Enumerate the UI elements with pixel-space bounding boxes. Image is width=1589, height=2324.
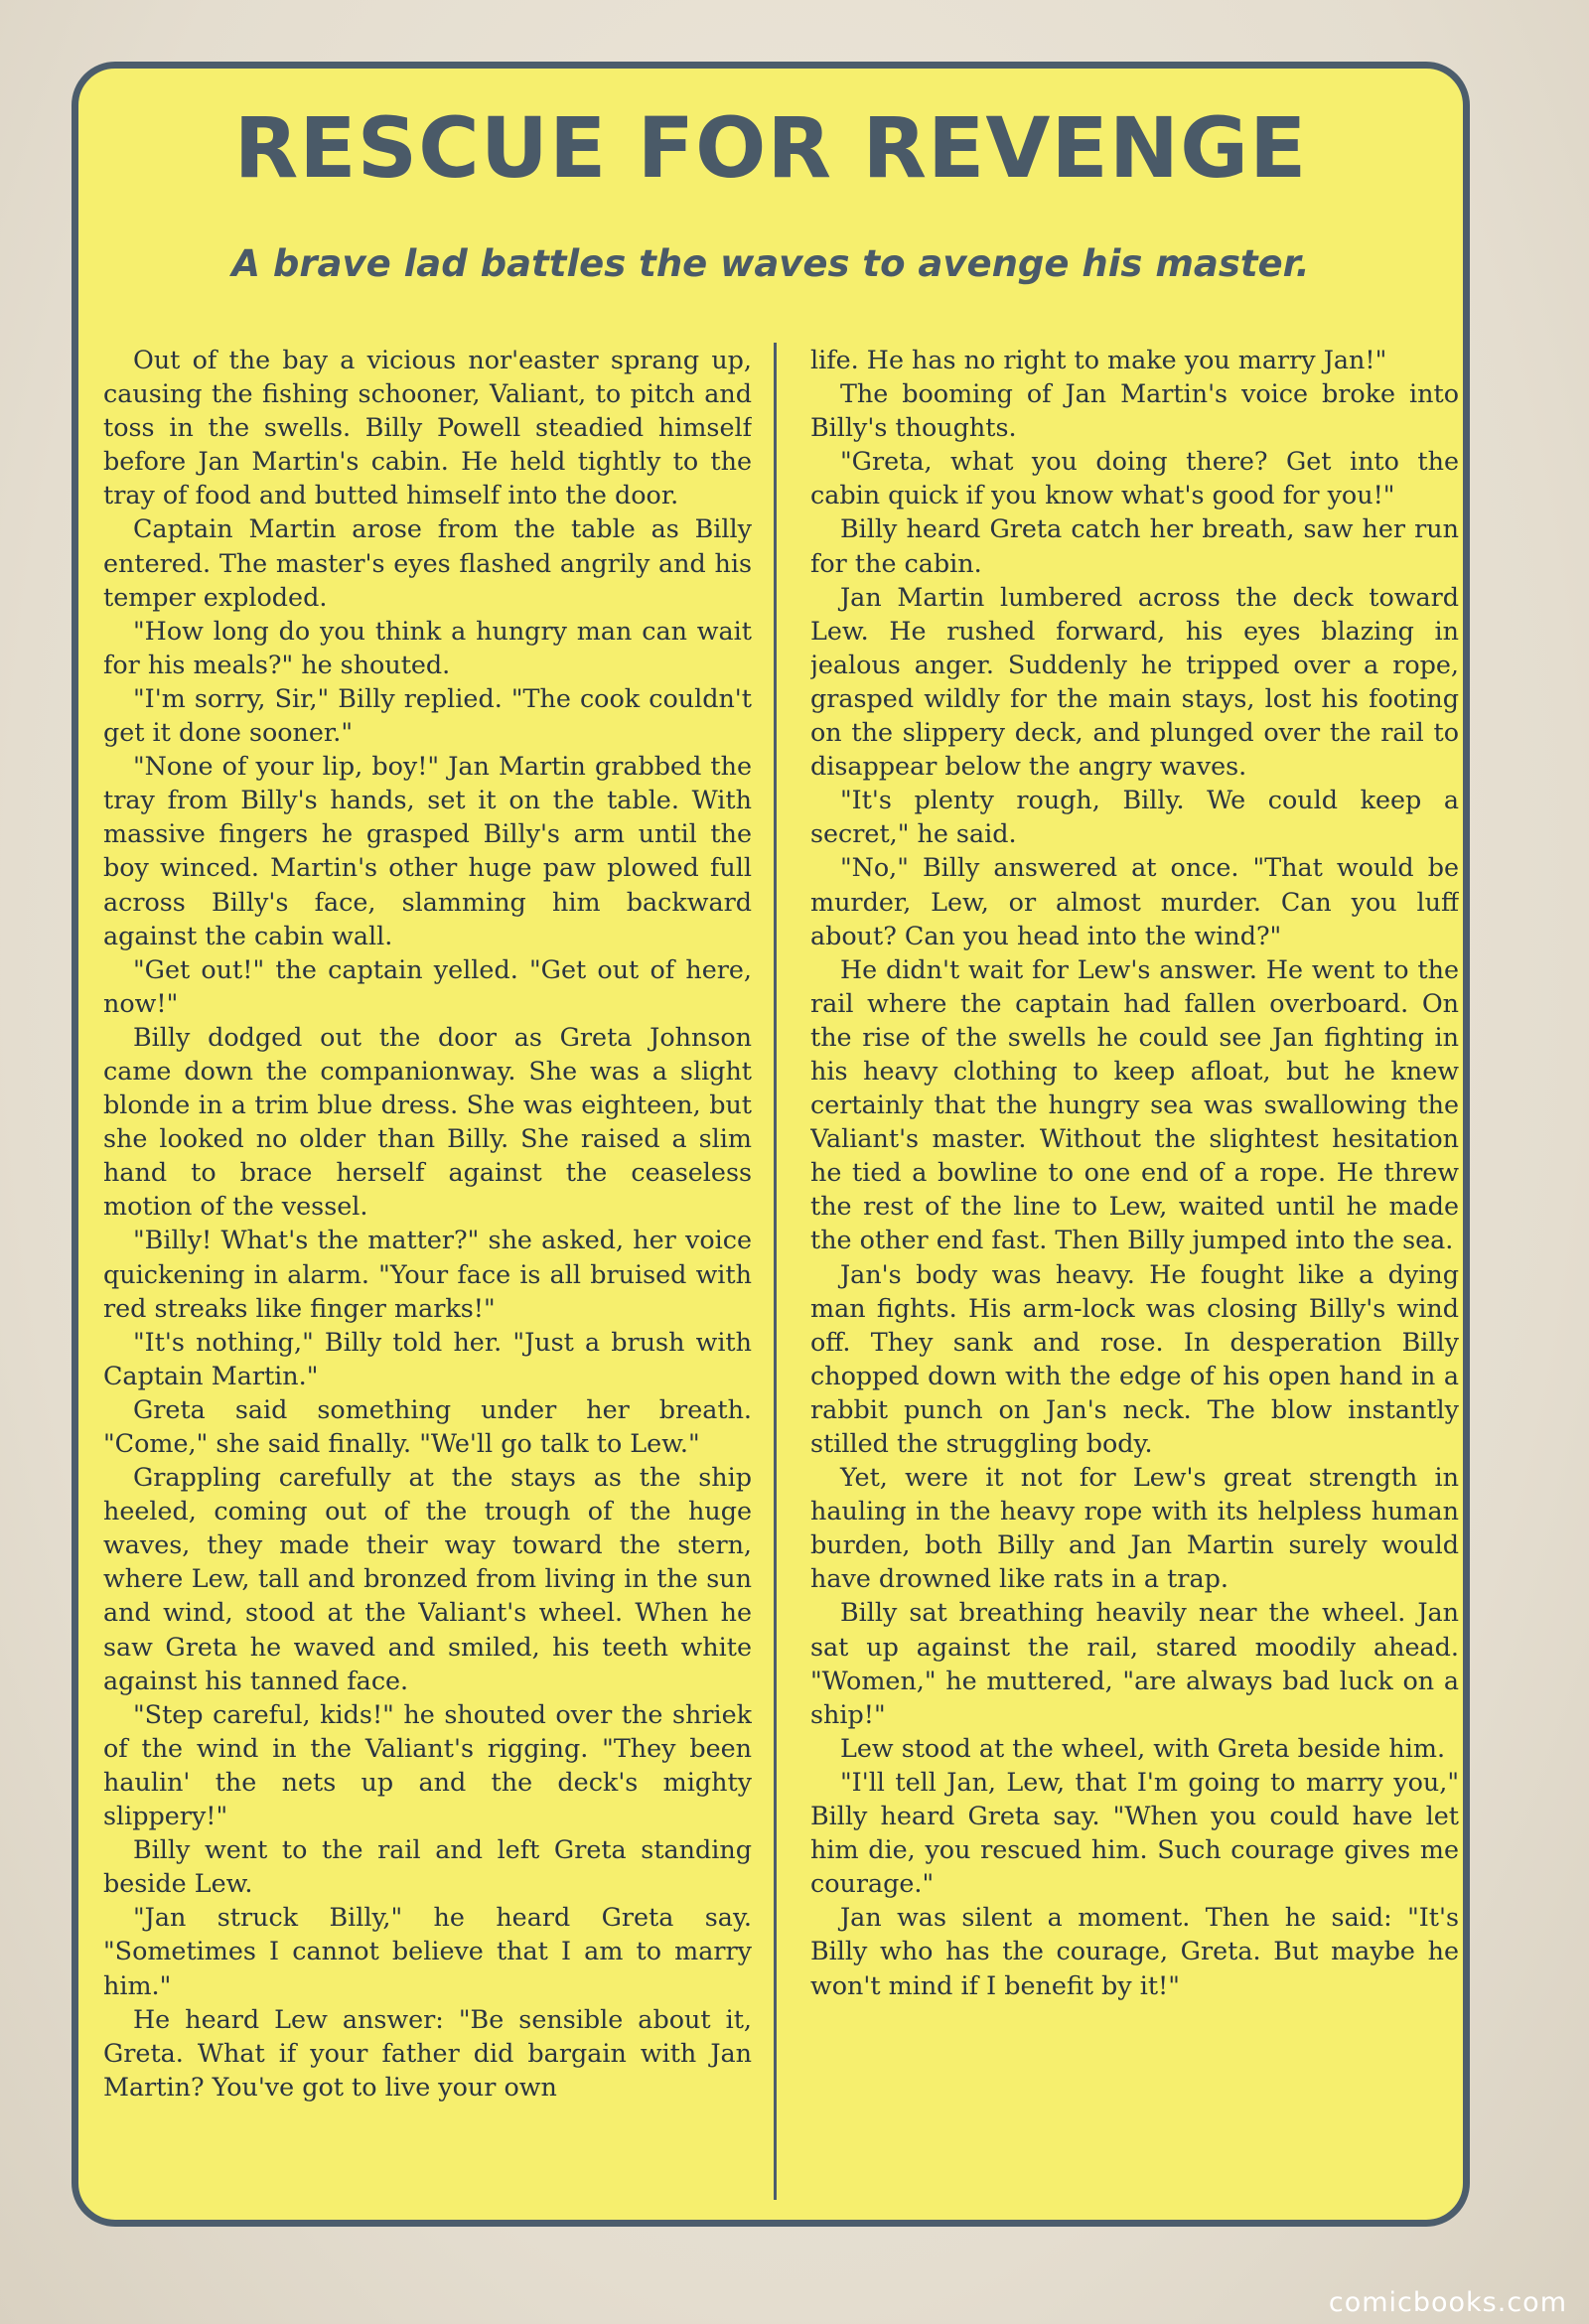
paragraph: Out of the bay a vicious nor'easter sprang up, causing the fishing schooner, Valiant, to pitch and toss in the swells. Billy Powell steadied himself before Jan Martin's cabin. He held tightly to the tray of food and butted himself into the door. <box>103 345 752 510</box>
paragraph: Lew stood at the wheel, with Greta beside him. <box>840 1732 1446 1763</box>
paragraph: "It's nothing," Billy told her. "Just a brush with Captain Martin." <box>103 1326 752 1390</box>
paragraph: "None of your lip, boy!" Jan Martin grabbed the tray from Billy's hands, set it on the table. With massive fingers he grasped Billy's arm until the boy winced. Martin's other huge paw plowed full across Billy's face, slamming him backward against the cabin wall. <box>103 751 752 950</box>
paragraph: Jan Martin lumbered across the deck toward Lew. He rushed forward, his eyes blazing in jealous anger. Suddenly he tripped over a rope, grasped wildly for the main stays, lost his footing on the slippery deck, and plunged over the rail to disappear below the angry waves. <box>810 581 1459 782</box>
paragraph: "No," Billy answered at once. "That would be murder, Lew, or almost murder. Can you luff about? Can you head into the wind?" <box>810 852 1459 950</box>
paragraph: Billy dodged out the door as Greta Johnson came down the companionway. She was a slight blonde in a trim blue dress. She was eighteen, but she looked no older than Billy. She raised a slim hand to brace herself against the ceaseless motion of the vessel. <box>103 1021 752 1222</box>
paragraph: "I'll tell Jan, Lew, that I'm going to marry you," Billy heard Greta say. "When you could have let him die, you rescued him. Such courage gives me courage." <box>810 1766 1459 1899</box>
paragraph: "Jan struck Billy," he heard Greta say. "Sometimes I cannot believe that I am to marry him." <box>103 1902 752 2000</box>
paragraph: Jan's body was heavy. He fought like a dying man fights. His arm-lock was closing Billy's wind off. They sank and rose. In desperation Billy chopped down with the edge of his open hand in a rabbit punch on Jan's neck. The blow instantly stilled the struggling body. <box>810 1258 1459 1458</box>
paragraph: Billy sat breathing heavily near the wheel. Jan sat up against the rail, stared moodily ahead. "Women," he muttered, "are always bad luck on a ship!" <box>810 1597 1459 1729</box>
paragraph: Yet, were it not for Lew's great strength in hauling in the heavy rope with its helpless human burden, both Billy and Jan Martin surely would have drowned like rats in a trap. <box>810 1462 1459 1594</box>
left-column <box>103 343 752 2200</box>
paragraph-continuation: life. He has no right to make you marry Jan!" <box>810 345 1387 374</box>
paragraph: He didn't wait for Lew's answer. He went to the rail where the captain had fallen overboard. On the rise of the swells he could see Jan fighting in his heavy clothing to keep afloat, but he knew certainly that the hungry sea was swallowing the Valiant's master. Without the slightest hesitation he tied a bowline to one end of a rope. He threw the rest of the line to Lew, waited until he made the other end fast. Then Billy jumped into the sea. <box>810 953 1459 1255</box>
paragraph: Billy went to the rail and left Greta standing beside Lew. <box>103 1834 752 1899</box>
paragraph: "Billy! What's the matter?" she asked, her voice quickening in alarm. "Your face is all bruised with red streaks like finger marks!" <box>103 1225 752 1323</box>
paragraph: Jan was silent a moment. Then he said: "It's Billy who has the courage, Greta. But maybe he won't mind if I benefit by it!" <box>810 1902 1459 2000</box>
story-panel <box>72 62 1470 2227</box>
story-title: RESCUE FOR REVENGE <box>233 99 1308 197</box>
paragraph: "Greta, what you doing there? Get into the cabin quick if you know what's good for you!" <box>810 446 1459 510</box>
paragraph: "It's plenty rough, Billy. We could keep a secret," he said. <box>810 785 1459 849</box>
paragraph: "Get out!" the captain yelled. "Get out of here, now!" <box>103 953 752 1018</box>
watermark-logo: comicbooks.com <box>1328 2287 1567 2318</box>
right-column <box>810 343 1459 2200</box>
paragraph: Grappling carefully at the stays as the ship heeled, coming out of the trough of the huge waves, they made their way toward the stern, where Lew, tall and bronzed from living in the sun and wind, stood at the Valiant's wheel. When he saw Greta he waved and smiled, his teeth white against his tanned face. <box>103 1462 752 1695</box>
paragraph: The booming of Jan Martin's voice broke into Billy's thoughts. <box>810 378 1459 443</box>
story-subtitle: A brave lad battles the waves to avenge his master. <box>231 242 1310 285</box>
paragraph: He heard Lew answer: "Be sensible about it, Greta. What if your father did bargain with Jan Martin? You've got to live your own <box>103 2003 752 2102</box>
paragraph: "Step careful, kids!" he shouted over the shriek of the wind in the Valiant's rigging. "They been haulin' the nets up and the deck's mighty slippery!" <box>103 1698 752 1831</box>
paragraph: "I'm sorry, Sir," Billy replied. "The cook couldn't get it done sooner." <box>103 682 752 748</box>
paragraph: Captain Martin arose from the table as Billy entered. The master's eyes flashed angrily and his temper exploded. <box>103 513 752 612</box>
paragraph: "How long do you think a hungry man can wait for his meals?" he shouted. <box>103 615 752 679</box>
paragraph: Billy heard Greta catch her breath, saw her run for the cabin. <box>810 513 1459 578</box>
column-divider <box>774 343 777 2200</box>
paragraph: Greta said something under her breath. "Come," she said finally. "We'll go talk to Lew." <box>103 1393 752 1458</box>
